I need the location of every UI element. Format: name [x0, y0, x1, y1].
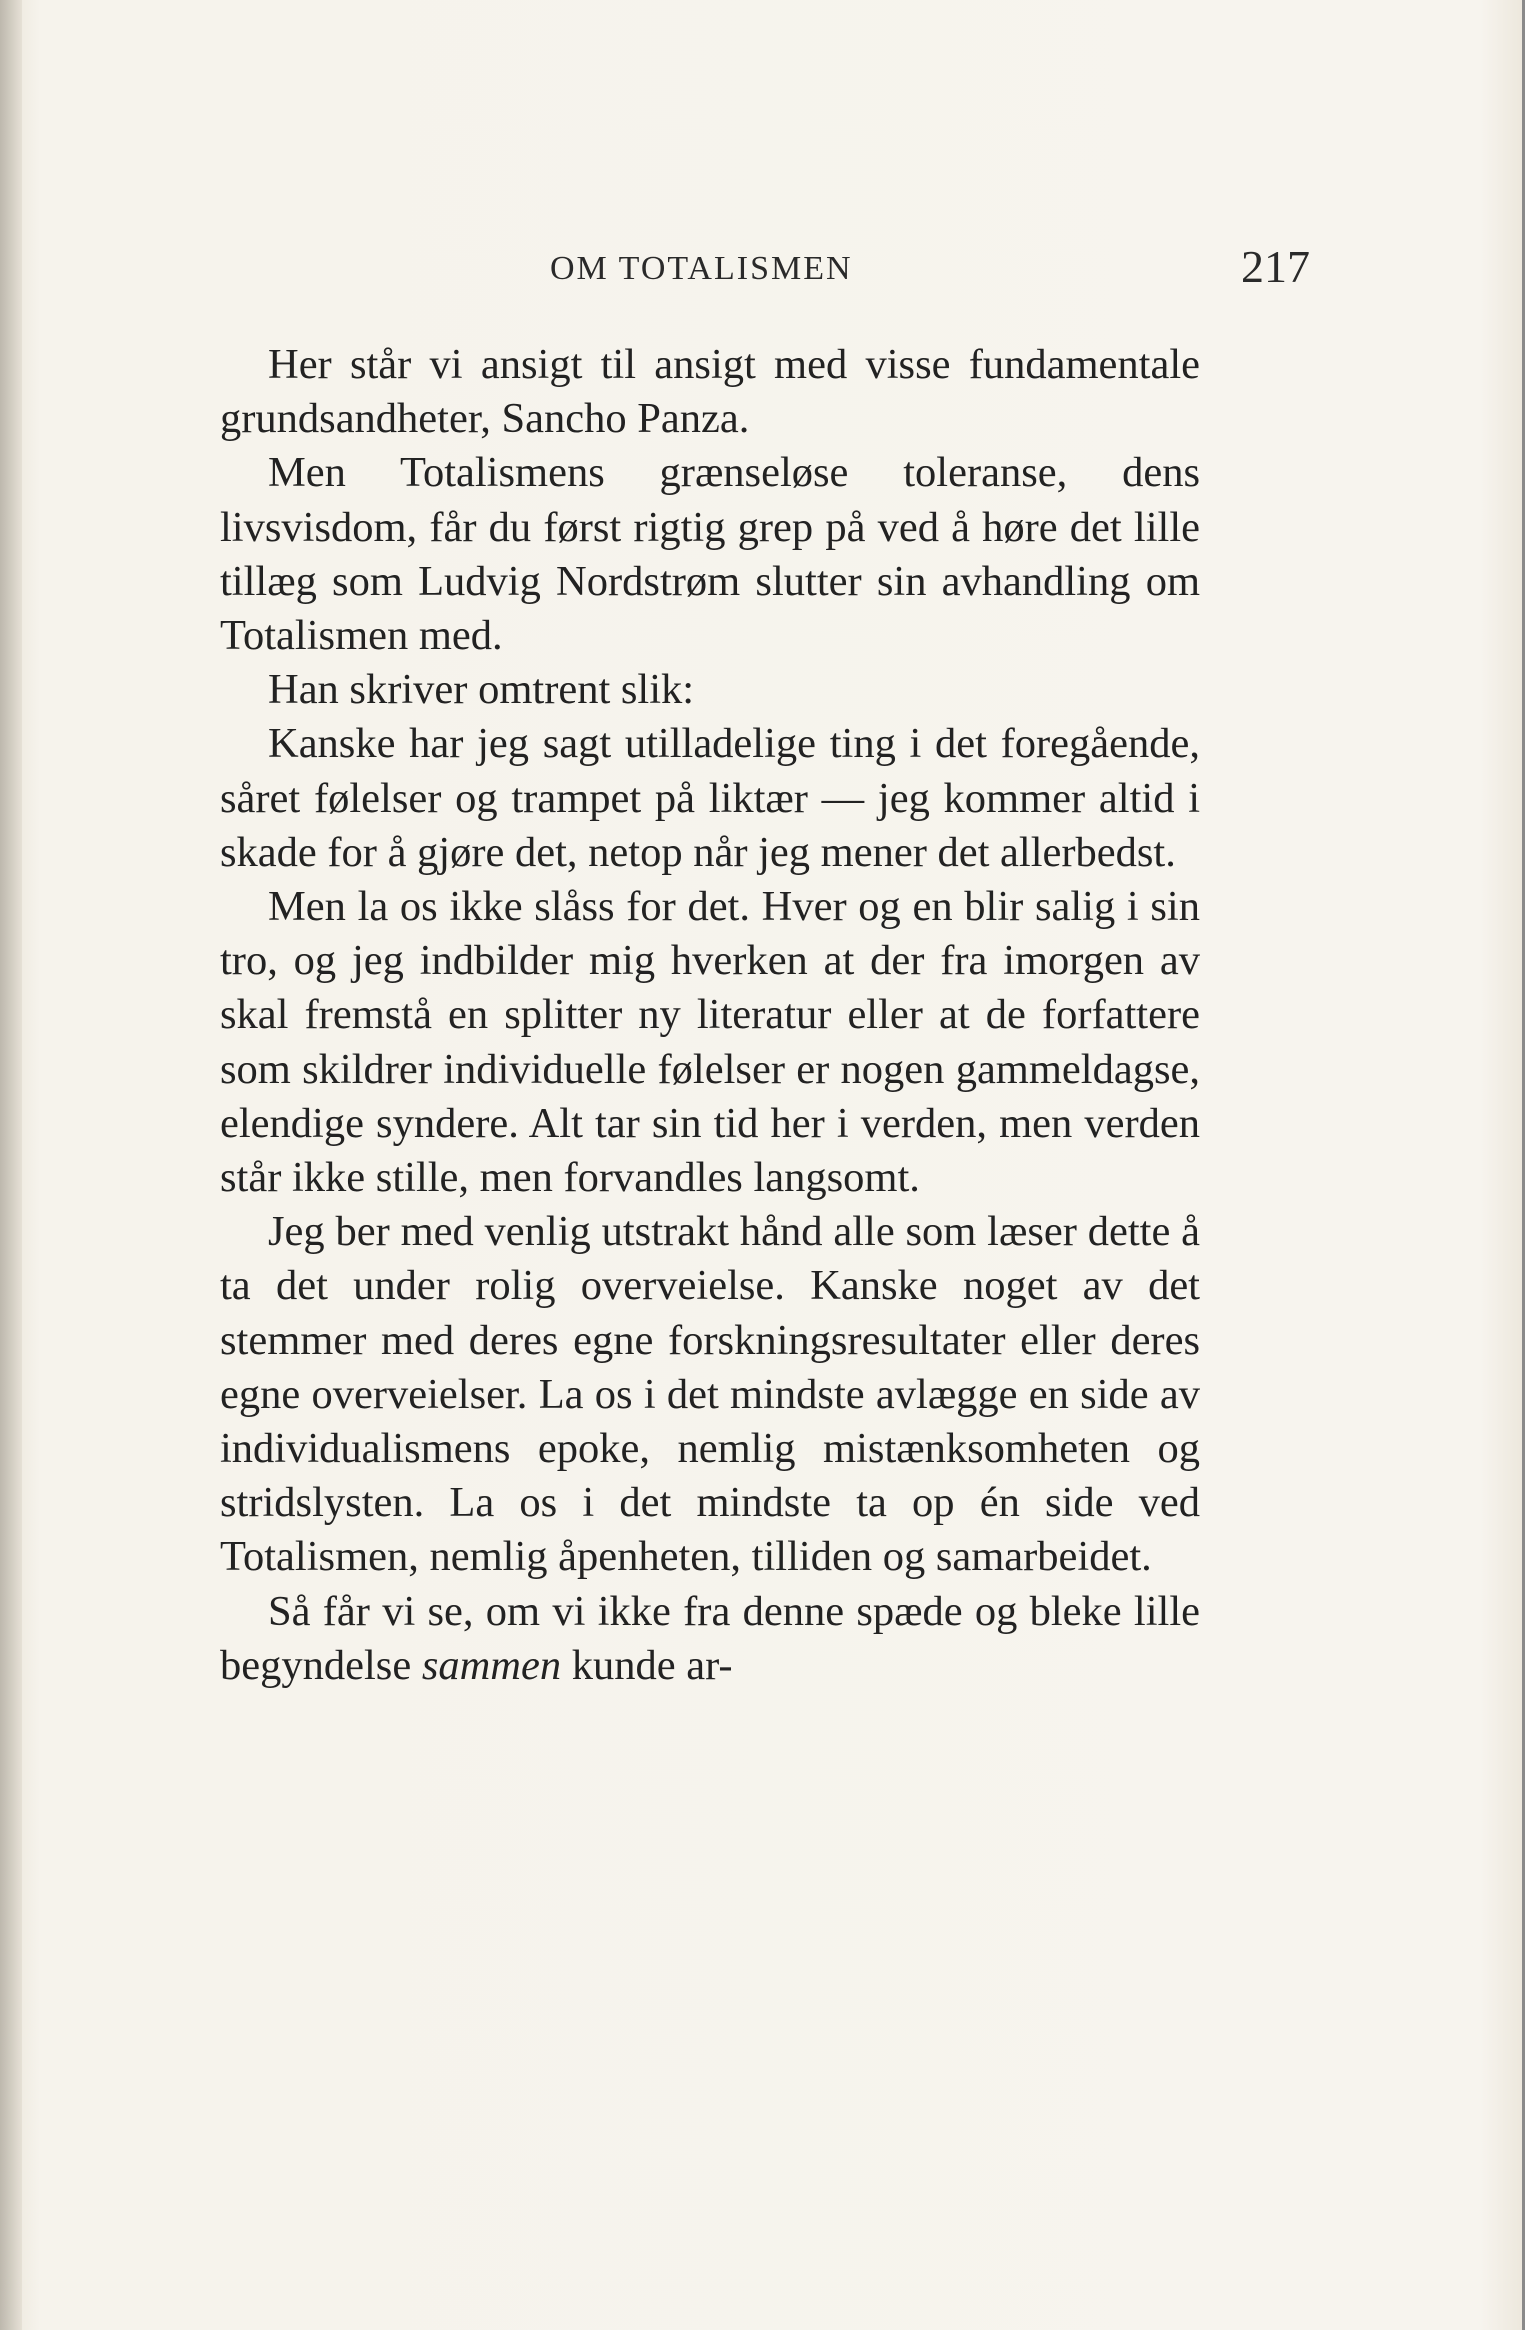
paragraph: Jeg ber med venlig utstrakt hånd alle som læser dette å ta det under rolig overveielse. Kanske noget av det stemmer med deres egne forskningsresultater eller deres egne overveielser. La os i det mindste avlægge en side av individualismens epoke, nemlig mistænksomheten og stridslysten. La os i det mindste ta op én side ved Totalismen, nemlig åpenheten, tilliden og samarbeidet.	[220, 1208, 1200, 1581]
running-title: OM TOTALISMEN	[550, 250, 853, 287]
paragraph: Her står vi ansigt til ansigt med visse fundamentale grundsandheter, Sancho Panza.	[220, 341, 1200, 443]
paragraph: Han skriver omtrent slik:	[268, 666, 695, 714]
paragraph-last-after: kunde ar-	[561, 1641, 733, 1689]
page-binding-edge	[0, 0, 22, 2330]
paragraph-last	[220, 1585, 1200, 1693]
paragraph: Kanske har jeg sagt utilladelige ting i det foregående, såret følelser og trampet på liktær — jeg kommer altid i skade for å gjøre det, netop når jeg mener det allerbedst.	[220, 720, 1200, 876]
running-head	[220, 240, 1310, 300]
paragraph: Men Totalismens grænseløse toleranse, dens livsvisdom, får du først rigtig grep på ved å høre det lille tillæg som Ludvig Nordstrøm slutter sin avhandling om Totalismen med.	[220, 449, 1200, 660]
page-number: 217	[1241, 241, 1310, 292]
emphasized-word: sammen	[421, 1641, 562, 1689]
paragraph: Men la os ikke slåss for det. Hver og en blir salig i sin tro, og jeg indbilder mig hverken at der fra imorgen av skal fremstå en splitter ny literatur eller at de forfattere som skildrer individuelle følelser er nogen gammeldagse, elendige syndere. Alt tar sin tid her i verden, men verden står ikke stille, men forvandles langsomt.	[220, 883, 1200, 1202]
paragraph-last-before: Så får vi se, om vi ikke fra denne spæde og bleke lille begyndelse	[220, 1587, 1200, 1689]
body-text	[220, 338, 1200, 1693]
